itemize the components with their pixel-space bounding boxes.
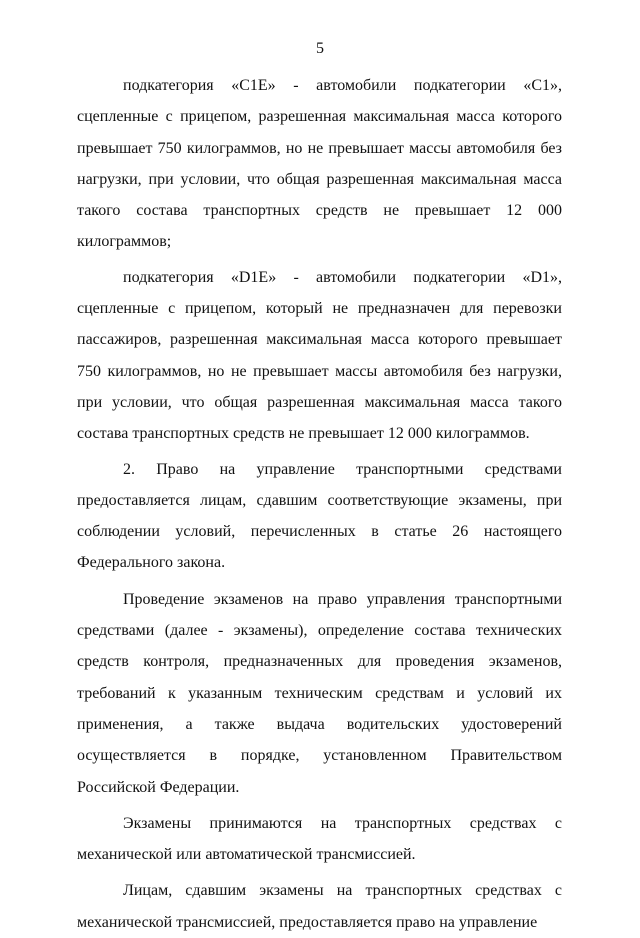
paragraph-right-to-drive: 2. Право на управление транспортными средствами предоставляется лицам, сдавшим соответствующие экзамены, при соблюдении условий, перечисленных в статье 26 настоящего Федерального закона. bbox=[77, 460, 562, 572]
document-body bbox=[77, 70, 562, 938]
paragraph-subcategory-d1e: подкатегория «D1E» - автомобили подкатегории «D1», сцепленные с прицепом, который не предназначен для перевозки пассажиров, разрешенная максимальная масса которого превышает 750 килограммов, но не превышает массы автомобиля без нагрузки, при условии, что общая разрешенная максимальная масса такого состава транспортных средств не превышает 12 000 килограммов. bbox=[77, 268, 562, 443]
paragraph-subcategory-c1e: подкатегория «C1E» - автомобили подкатегории «C1», сцепленные с прицепом, разрешенная максимальная масса которого превышает 750 килограммов, но не превышает массы автомобиля без нагрузки, при условии, что общая разрешенная максимальная масса такого состава транспортных средств не превышает 12 000 килограммов; bbox=[77, 77, 562, 251]
page-number: 5 bbox=[316, 40, 324, 57]
paragraph-exam-procedure: Проведение экзаменов на право управления транспортными средствами (далее - экзамены), определение состава технических средств контроля, предназначенных для проведения экзаменов, требований к указанным техническим средствам и условий их применения, а также выдача водительских удостоверений осуществляется в порядке, установленном Правительством Российской Федерации. bbox=[77, 590, 562, 796]
paragraph-exam-transmission: Экзамены принимаются на транспортных средствах с механической или автоматической трансмиссией. bbox=[77, 814, 562, 864]
paragraph-manual-transmission: Лицам, сдавшим экзамены на транспортных средствах с механической трансмиссией, предоставляется право на управление bbox=[77, 882, 562, 931]
